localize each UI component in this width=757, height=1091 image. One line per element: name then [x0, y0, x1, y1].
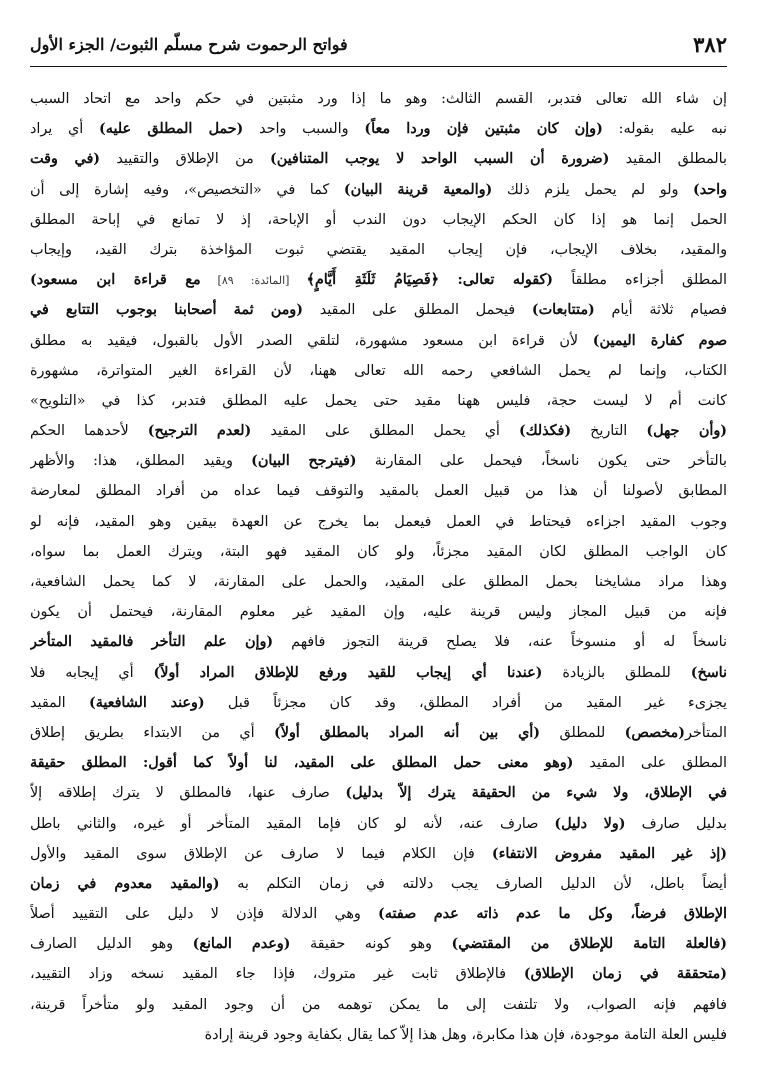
text-line	[30, 899, 727, 929]
text-segment: المطابق لأصولنا أن هذا من قبيل العمل بالمقيد والتوقف فيما عداه من أفراد المطلق لمعارضة	[30, 483, 727, 500]
text-line	[30, 537, 727, 567]
text-segment: يجزىء غير المقيد من أفراد المطلق، وقد كان مجزئاً قبل	[204, 694, 727, 711]
text-segment: أي يحمل المطلق على المقيد	[251, 423, 519, 440]
bold-segment: (لعدم الترجيح)	[147, 423, 252, 440]
bold-segment: واحد)	[693, 181, 727, 198]
text-segment: فافهم فإنه الصواب، ولا تلتفت إلى ما يمكن توهمه من أن وجود المقيد ولو متأخراً قرينة،	[30, 996, 727, 1013]
bold-segment: (ومن ثمة أصحابنا بوجوب التتابع في	[30, 302, 303, 319]
text-line	[30, 658, 727, 688]
bold-segment: (مخصص)	[624, 724, 685, 741]
text-segment: والسبب واحد	[243, 121, 365, 138]
text-line	[30, 476, 727, 506]
bold-segment: (والمعية قرينة البيان)	[343, 181, 493, 198]
text-segment: وهو كونه حقيقة	[290, 936, 452, 953]
text-line	[30, 990, 727, 1020]
text-segment: للمطلق	[540, 724, 625, 741]
bold-segment: (حمل المطلق عليه)	[99, 121, 244, 138]
bold-segment: مع قراءة ابن مسعود)	[30, 272, 201, 289]
bold-segment: (وأن جهل)	[646, 423, 727, 440]
text-line	[30, 175, 727, 205]
text-line	[30, 386, 727, 416]
text-line	[30, 778, 727, 808]
text-line	[30, 114, 727, 144]
text-segment: صارف عنه، لأنه لو كان فإما المقيد المتأخر أو غيره، والثاني باطل	[30, 815, 555, 832]
text-line	[30, 718, 727, 748]
text-segment: فصيام ثلاثة أيام	[594, 302, 727, 319]
text-segment: وهو الدليل الصارف	[30, 936, 193, 953]
text-line	[30, 597, 727, 627]
text-segment: الحمل إنما هو إذا كان الحكم الإيجاب دون الندب أو الإباحة، إذ لا تمانع في إباحة المطلق	[30, 211, 727, 228]
text-line	[30, 416, 727, 446]
text-line	[30, 959, 727, 989]
text-segment: التاريخ	[571, 423, 647, 440]
text-segment: ويقيد المطلق، هذا: والأظهر	[30, 453, 252, 470]
text-segment: نبه عليه بقوله:	[602, 121, 727, 138]
text-segment: للمطلق بالزيادة	[542, 664, 691, 681]
text-segment: المطلق على المقيد	[573, 755, 727, 772]
text-segment: ولو لم يحمل يلزم ذلك	[492, 181, 694, 198]
bold-segment: (وإن علم التأخر فالمقيد المتأخر	[30, 634, 274, 651]
text-segment: وهي الدلالة فإذن لا دليل على التقييد أصلاً	[30, 906, 379, 923]
text-segment: وهذا مراد مشايخنا بحمل المطلق على المقيد، والحمل على المقارنة، لا كما يحمل الشافعية،	[30, 574, 727, 590]
text-segment: لأن قراءة ابن مسعود مشهورة، لتلقي الصدر الأول بالقبول، فيقيد به مطلق	[30, 332, 593, 349]
text-segment: أيضاً باطل، لأن الدليل الصارف يجب دلالته في زمان التكلم به	[219, 875, 727, 892]
text-line	[30, 688, 727, 718]
text-segment: أي إيجابه فلا	[30, 664, 154, 681]
bold-segment: (عندنا أي إيجاب للقيد ورفع للإطلاق المراد أولاً)	[153, 664, 543, 681]
bold-segment: الإطلاق فرضاً، وكل ما عدم ذاته عدم صفته)	[378, 906, 727, 923]
text-line	[30, 809, 727, 839]
running-title: فواتح الرحموت شرح مسلّم الثبوت/ الجزء الأول	[30, 34, 348, 54]
text-line	[30, 326, 727, 356]
text-segment: بالتأخر حتى يكون ناسخاً، فيحمل على المقارنة	[356, 453, 727, 470]
bold-segment: (متحققة في زمان الإطلاق)	[523, 966, 727, 983]
bold-segment: صوم كفارة اليمين)	[592, 332, 727, 349]
bold-segment: (متتابعات)	[531, 302, 595, 319]
text-segment: بدليل صارف	[625, 815, 727, 832]
text-segment: بالمطلق المقيد	[609, 151, 727, 168]
text-line	[30, 144, 727, 174]
bold-segment: ناسخ)	[690, 664, 727, 681]
text-segment: من الإطلاق والتقييد	[100, 151, 270, 168]
text-segment: صارف عنها، فالمطلق لا يترك إطلاقه إلاّ	[30, 785, 346, 802]
text-line	[30, 235, 727, 265]
bold-segment: (وعند الشافعية)	[88, 694, 205, 711]
text-segment: أي من الابتداء بطريق إطلاق	[30, 724, 274, 741]
text-line	[30, 748, 727, 778]
text-line	[30, 929, 727, 959]
text-line	[30, 507, 727, 537]
text-segment: والمقيد، بخلاف الإيجاب، فإن إيجاب المقيد يقتضي ثبوت المؤاخذة بترك القيد، وإيجاب	[30, 241, 727, 258]
bold-segment: (فكذلك)	[518, 423, 572, 440]
text-segment: المقيد	[30, 694, 89, 711]
text-segment: كانت أم لا ليست حجة، فليس ههنا مقيد حتى يحمل عليه المطلق فتدبر، كذا في «التلويح»	[30, 392, 727, 409]
text-segment: فيحمل المطلق على المقيد	[302, 302, 532, 319]
text-line	[30, 356, 727, 386]
body-text	[30, 84, 727, 1050]
bold-segment: (ولا دليل)	[554, 815, 626, 832]
text-segment: ناسخاً له أو منسوخاً عنه، فلا يصلح قرينة التجوز فافهم	[273, 634, 727, 651]
text-segment: كما في «التخصيص»، وفيه إشارة إلى أن	[30, 181, 344, 198]
text-line	[30, 1020, 727, 1050]
bold-segment: (في وقت	[30, 151, 101, 168]
text-segment: وجوب المقيد اجزاءه فيحتاط في العمل فيعمل بما يخرج عن العهدة بيقين وهو المقيد، فإنه لو	[30, 513, 727, 530]
text-segment: المطلق أجزاءه مطلقاً	[553, 272, 727, 289]
text-line	[30, 205, 727, 235]
bold-segment: (وعدم المانع)	[192, 936, 291, 953]
text-segment: الكتاب، وإنما لم يحمل الشافعي رحمه الله تعالى ههنا، لأن القراءة الغير المتواترة، مشهورة	[30, 362, 727, 379]
bold-segment: (وهو معنى حمل المطلق على المقيد، لنا أولاً كما أقول: المطلق حقيقة	[30, 755, 574, 772]
text-segment: إن شاء الله تعالى فتدبر، القسم الثالث: وهو ما إذا ورد مثبتين في حكم واحد مع اتحاد السبب	[30, 91, 727, 107]
bold-segment: (ضرورة أن السبب الواحد لا يوجب المتنافين)	[269, 151, 610, 168]
text-segment: فإنه من قبيل المجاز وليس قرينة عليه، وإن المقيد غير معلوم المقارنة، فيحتمل أن يكون	[30, 604, 727, 621]
bold-segment: (أي بين أنه المراد بالمطلق أولاً)	[273, 724, 541, 741]
bold-segment: (كقوله تعالى: ﴿فَصِيَامُ ثَلَثَةِ أَيَّامٍ﴾	[306, 272, 554, 289]
bold-segment: (فيترجح البيان)	[251, 453, 357, 470]
bold-segment: في الإطلاق، ولا شيء من الحقيقة يترك إلاّ بدليل)	[345, 785, 727, 802]
text-segment: [المائدة: ٨٩]	[200, 274, 307, 288]
text-segment: أي يراد	[30, 121, 100, 138]
text-line	[30, 446, 727, 476]
text-line	[30, 265, 727, 295]
text-line	[30, 567, 727, 597]
text-line	[30, 84, 727, 114]
text-line	[30, 839, 727, 869]
text-segment: فإن الكلام فيما لا صارف عن الإطلاق سوى المقيد والأول	[30, 845, 492, 862]
text-line	[30, 627, 727, 657]
text-segment: كان الواجب المطلق لكان المقيد مجزئاً، ولو كان المقيد فهو البتة، ويترك العمل بما سواه،	[30, 543, 727, 560]
page-header	[30, 22, 727, 67]
text-line	[30, 295, 727, 325]
bold-segment: (والمقيد معدوم في زمان	[30, 875, 220, 892]
text-segment: فليس العلة التامة موجودة، فإن هذا مكابرة، وهل هذا إلاّ كما يقال بكفاية وجود قرينة إرادة	[204, 1026, 727, 1043]
bold-segment: (إذ غير المقيد مفروض الانتفاء)	[491, 845, 727, 862]
bold-segment: (فالعلة التامة للإطلاق من المقتضي)	[451, 936, 727, 953]
text-segment: فالإطلاق ثابت غير متروك، فإذا جاء المقيد نسخه وزاد التقييد،	[30, 966, 524, 983]
text-line	[30, 869, 727, 899]
page-number: ٣٨٢	[693, 31, 727, 57]
text-segment: المتأخر	[684, 724, 727, 741]
text-segment: لأحدهما الحكم	[30, 423, 148, 440]
bold-segment: (وإن كان مثبتين فإن وردا معاً)	[364, 121, 603, 138]
